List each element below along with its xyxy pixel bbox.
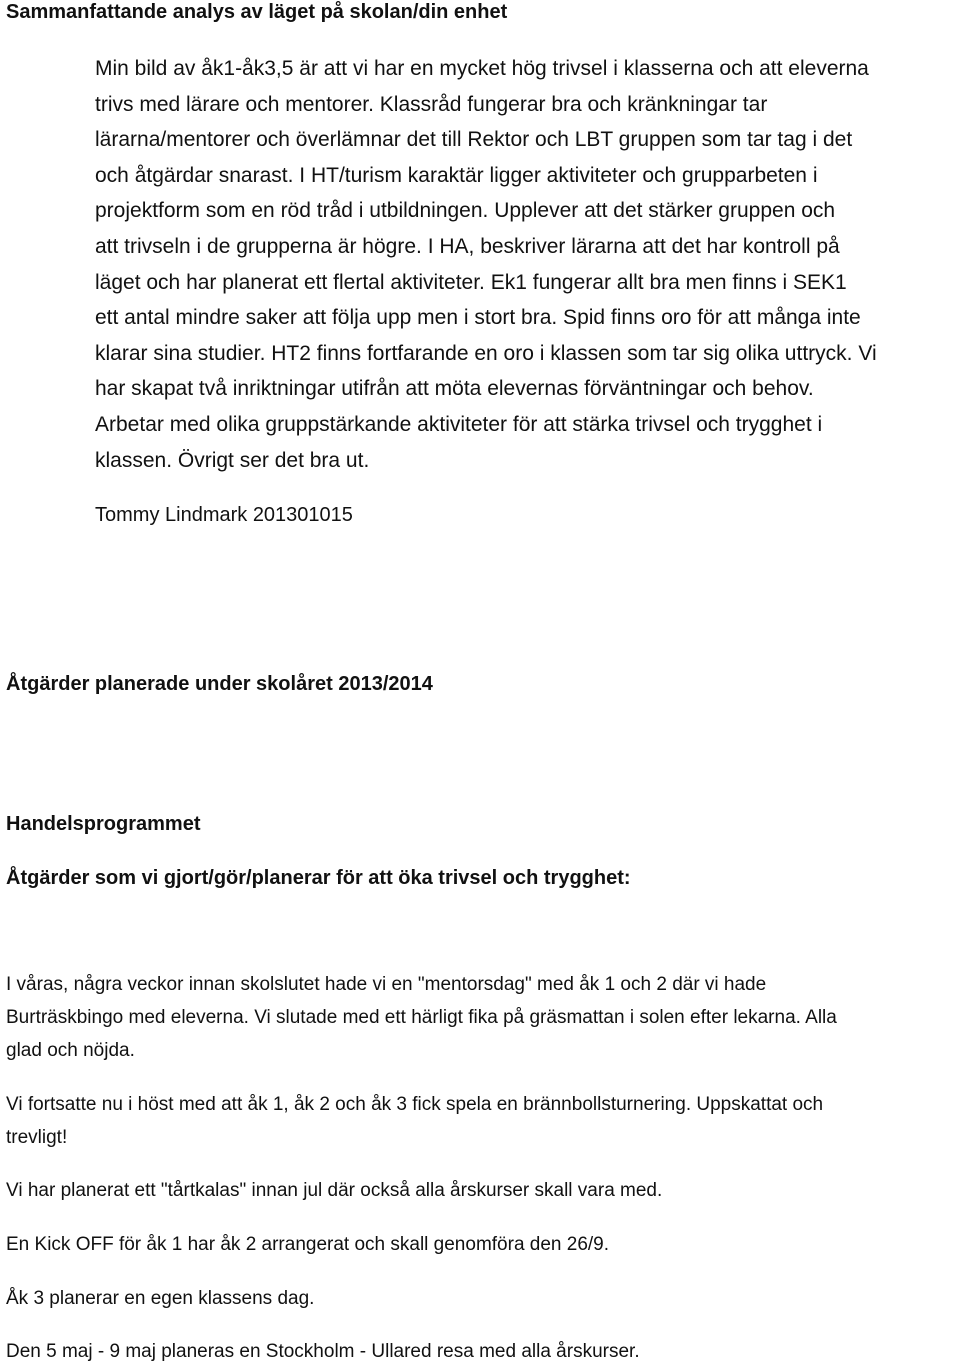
paragraph-mentor-day <box>6 968 837 1067</box>
program-heading: Handelsprogrammet <box>6 813 201 835</box>
paragraph-line: trevligt! <box>6 1127 68 1148</box>
summary-line: trivs med lärare och mentorer. Klassråd fungerar bra och kränkningar tar <box>95 92 768 116</box>
summary-line: och åtgärdar snarast. I HT/turism karaktär ligger aktiviteter och grupparbeten i <box>95 163 818 187</box>
summary-line: Min bild av åk1-åk3,5 är att vi har en mycket hög trivsel i klasserna och att eleverna <box>95 57 869 80</box>
paragraph-tournament <box>6 1088 823 1154</box>
summary-line: Arbetar med olika gruppstärkande aktiviteter för att stärka trivsel och trygghet i <box>95 412 823 436</box>
summary-line: klarar sina studier. HT2 finns fortfarande en oro i klassen som tar sig olika uttryck. Vi <box>95 341 877 365</box>
paragraph-line: I våras, några veckor innan skolslutet hade vi en "mentorsdag" med åk 1 och 2 där vi hade <box>6 974 767 995</box>
summary-line: att trivseln i de grupperna är högre. I HA, beskriver lärarna att det har kontroll på <box>95 234 840 258</box>
signature: Tommy Lindmark 201301015 <box>95 504 353 526</box>
paragraph-class-day: Åk 3 planerar en egen klassens dag. <box>6 1288 315 1309</box>
paragraph-line: Burträskbingo med eleverna. Vi slutade med ett härligt fika på gräsmattan i solen efter lekarna. Alla <box>6 1007 837 1028</box>
paragraph-cake-party: Vi har planerat ett "tårtkalas" innan jul där också alla årskurser skall vara med. <box>6 1180 663 1201</box>
measures-heading: Åtgärder som vi gjort/gör/planerar för att öka trivsel och trygghet: <box>6 867 631 889</box>
paragraph-line: glad och nöjda. <box>6 1040 135 1061</box>
summary-line: lärarna/mentorer och överlämnar det till Rektor och LBT gruppen som tar tag i det <box>95 128 853 152</box>
summary-line: har skapat två inriktningar utifrån att möta elevernas förväntningar och behov. <box>95 377 814 401</box>
summary-line: läget och har planerat ett flertal aktiviteter. Ek1 fungerar allt bra men finns i SEK1 <box>95 270 847 294</box>
summary-line: klassen. Övrigt ser det bra ut. <box>95 448 370 472</box>
paragraph-trip: Den 5 maj - 9 maj planeras en Stockholm - Ullared resa med alla årskurser. <box>6 1341 640 1362</box>
summary-line: projektform som en röd tråd i utbildningen. Upplever att det stärker gruppen och <box>95 199 836 223</box>
summary-heading: Sammanfattande analys av läget på skolan/din enhet <box>6 1 508 23</box>
summary-line: ett antal mindre saker att följa upp men i stort bra. Spid finns oro för att många inte <box>95 306 861 330</box>
actions-heading: Åtgärder planerade under skolåret 2013/2014 <box>6 673 433 695</box>
paragraph-kick-off: En Kick OFF för åk 1 har åk 2 arrangerat och skall genomföra den 26/9. <box>6 1234 610 1255</box>
paragraph-line: Vi fortsatte nu i höst med att åk 1, åk 2 och åk 3 fick spela en brännbollsturnering. Uppskattat och <box>6 1094 824 1115</box>
summary-paragraph <box>95 51 877 478</box>
